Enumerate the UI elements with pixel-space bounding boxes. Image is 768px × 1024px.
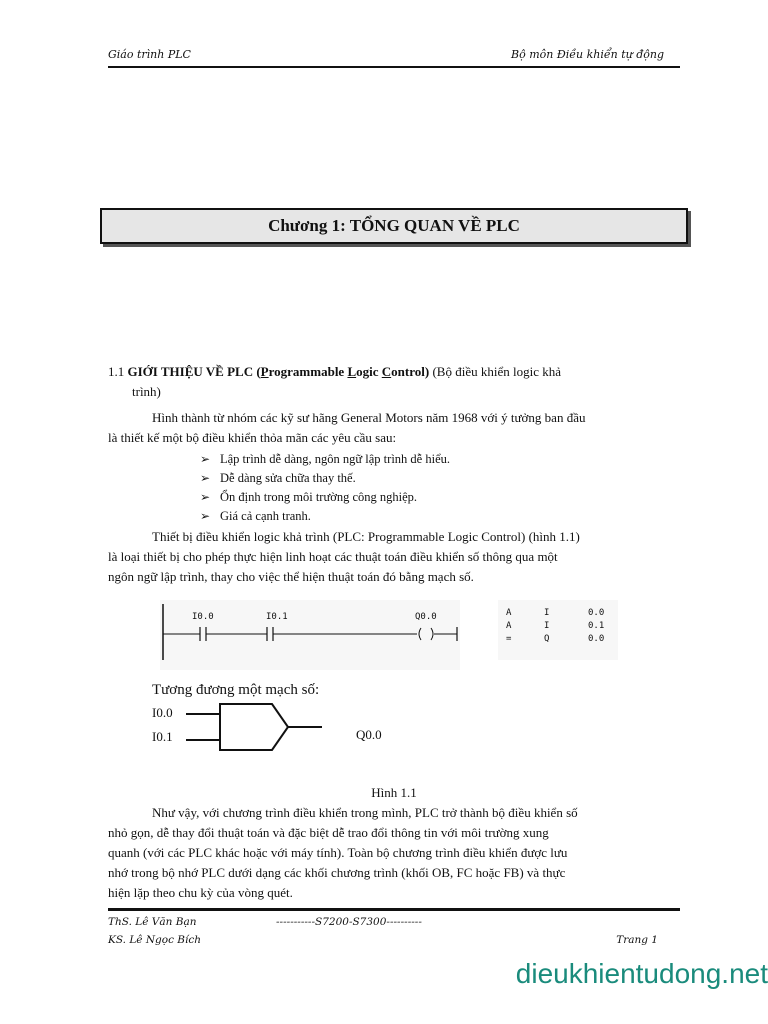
abbr-c: C <box>381 364 392 379</box>
gate-input2: I0.1 <box>152 729 173 744</box>
figure-caption: Hình 1.1 <box>371 785 417 800</box>
gate-heading: Tương đương một mạch số: <box>152 682 320 698</box>
para2-line1: Thiết bị điều khiển logic khả trình (PLC: Programmable Logic Control) (hình 1.1) <box>152 529 580 544</box>
gate-input1: I0.0 <box>152 705 173 720</box>
chapter-title: Chương 1: TỔNG QUAN VỀ PLC <box>268 216 520 235</box>
list-item <box>200 487 417 507</box>
stl-op: A <box>506 621 512 631</box>
ladder-contact2-label: I0.1 <box>266 612 288 622</box>
para3-line2: nhỏ gọn, dễ thay đổi thuật toán và đặc biệt dễ trao đổi thông tin với môi trường xung <box>108 825 549 840</box>
bullet-arrow-icon: ➢ <box>200 471 211 485</box>
stl-area: I <box>544 608 550 618</box>
para3-line1: Như vậy, với chương trình điều khiển trong mình, PLC trở thành bộ điều khiển số <box>152 805 578 820</box>
list-item-text: Ổn định trong môi trường công nghiệp. <box>220 490 418 504</box>
abbr-rest2: ogic <box>356 364 382 379</box>
watermark-text: dieukhientudong.net <box>515 958 768 989</box>
para3-line5: hiện lặp theo chu kỳ của vòng quét. <box>108 885 293 900</box>
bullet-arrow-icon: ➢ <box>200 452 211 466</box>
list-item-text: Lập trình dễ dàng, ngôn ngữ lập trình dễ hiểu. <box>220 452 450 466</box>
bullet-arrow-icon: ➢ <box>200 509 211 523</box>
and-gate-diagram <box>180 700 330 756</box>
header-right: Bộ môn Điều khiển tự động <box>511 48 664 61</box>
section-number: 1.1 <box>108 364 125 379</box>
para2-line3: ngôn ngữ lập trình, thay cho việc thể hiện thuật toán đó bằng mạch số. <box>108 569 474 584</box>
abbr-l: L <box>347 364 357 379</box>
footer-page: Trang 1 <box>616 934 658 946</box>
list-item-text: Dễ dàng sửa chữa thay thế. <box>220 471 356 485</box>
list-item-text: Giá cả cạnh tranh. <box>220 509 311 523</box>
stl-area: I <box>544 621 550 631</box>
chapter-title-box <box>100 208 688 244</box>
stl-addr: 0.1 <box>588 621 605 631</box>
footer-center: -----------S7200-S7300---------- <box>276 916 422 928</box>
stl-op: A <box>506 608 512 618</box>
header-left: Giáo trình PLC <box>108 48 191 61</box>
gate-output: Q0.0 <box>356 727 382 742</box>
section-title: GIỚI THIỆU VỀ PLC ( <box>127 364 261 379</box>
footer-author1: ThS. Lê Văn Bạn <box>108 916 197 928</box>
ladder-coil-label: Q0.0 <box>415 612 437 622</box>
para3-line3: quanh (với các PLC khác hoặc với máy tính). Toàn bộ chương trình điều khiển được lưu <box>108 845 568 860</box>
abbr-p: P <box>260 364 269 379</box>
para3-line4: nhớ trong bộ nhớ PLC dưới dạng các khối chương trình (khối OB, FC hoặc FB) và thực <box>108 865 566 880</box>
header-rule <box>108 66 680 68</box>
section-title-tail: (Bộ điều khiển logic khả <box>429 364 561 379</box>
stl-op: = <box>506 634 512 644</box>
section-heading <box>108 362 680 382</box>
ladder-diagram <box>155 598 475 668</box>
stl-listing <box>498 600 618 660</box>
list-item <box>200 506 311 526</box>
abbr-rest3: ontrol) <box>391 364 430 379</box>
abbr-rest1: rogrammable <box>268 364 348 379</box>
ladder-contact1-label: I0.0 <box>192 612 214 622</box>
footer-author2: KS. Lê Ngọc Bích <box>108 934 202 946</box>
stl-addr: 0.0 <box>588 608 605 618</box>
bullet-arrow-icon: ➢ <box>200 490 211 504</box>
footer-rule <box>108 908 680 911</box>
para2-line2: là loại thiết bị cho phép thực hiện linh hoạt các thuật toán điều khiển số thông qua một <box>108 549 558 564</box>
para1-line1: Hình thành từ nhóm các kỹ sư hãng General Motors năm 1968 với ý tưởng ban đầu <box>152 410 586 425</box>
list-item <box>200 449 450 469</box>
stl-area: Q <box>544 634 550 644</box>
section-title-cont: trình) <box>132 384 161 399</box>
list-item <box>200 468 356 488</box>
para1-line2: là thiết kế một bộ điều khiển thỏa mãn các yêu cầu sau: <box>108 430 397 445</box>
stl-addr: 0.0 <box>588 634 605 644</box>
